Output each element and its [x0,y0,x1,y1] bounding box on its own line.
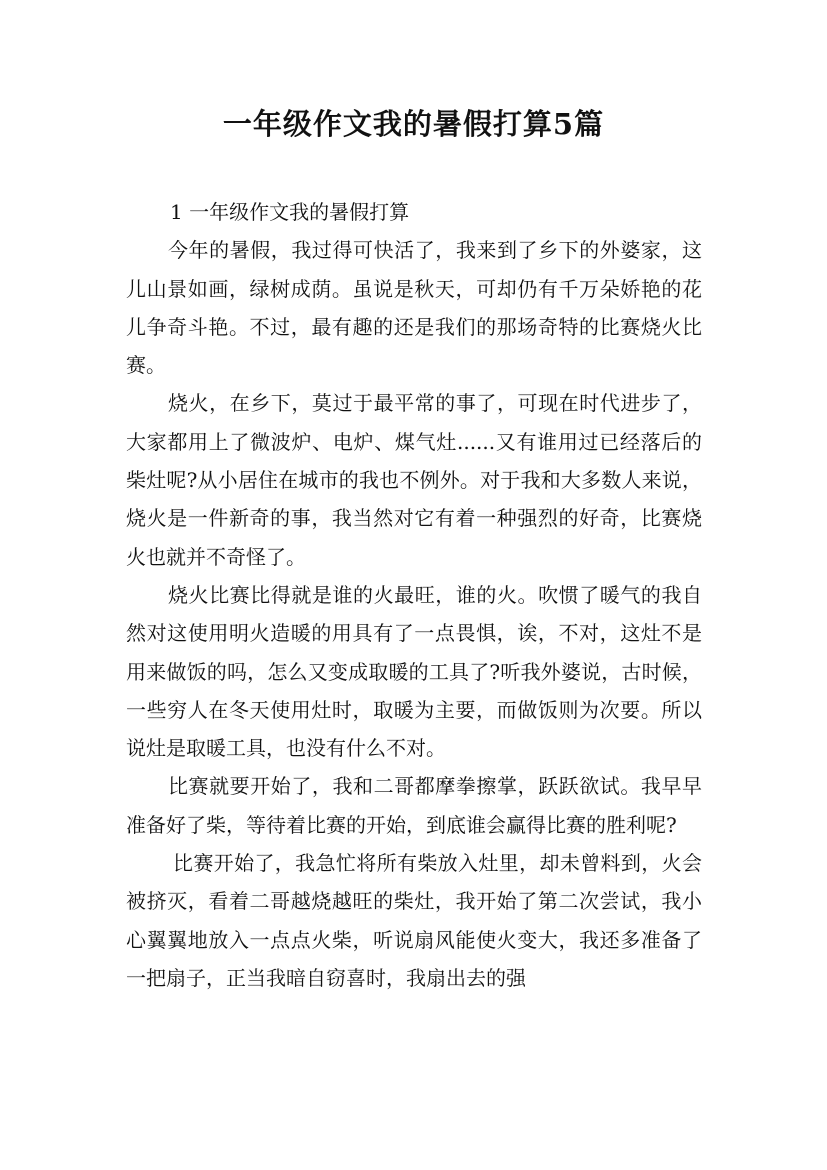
document-body [126,193,702,997]
document-title: 一年级作文我的暑假打算5篇 [222,107,605,141]
paragraph-3: 烧火比赛比得就是谁的火最旺，谁的火。吹惯了暖气的我自然对这使用明火造暖的用具有了一点畏惧，诶，不对，这灶不是用来做饭的吗，怎么又变成取暖的工具了?听我外婆说，古时候，一些穷人在冬天使用灶时，取暖为主要，而做饭则为次要。所以说灶是取暖工具，也没有什么不对。 [126,582,702,761]
paragraph-4: 比赛就要开始了，我和二哥都摩拳擦掌，跃跃欲试。我早早准备好了柴，等待着比赛的开始，到底谁会赢得比赛的胜利呢? [126,774,702,837]
paragraph-1: 今年的暑假，我过得可快活了，我来到了乡下的外婆家，这儿山景如画，绿树成荫。虽说是秋天，可却仍有千万朵娇艳的花儿争奇斗艳。不过，最有趣的还是我们的那场奇特的比赛烧火比赛。 [126,238,702,378]
paragraph-2: 烧火，在乡下，莫过于最平常的事了，可现在时代进步了，大家都用上了微波炉、电炉、煤气灶......又有谁用过已经落后的柴灶呢?从小居住在城市的我也不例外。对于我和大多数人来说，烧火是一件新奇的事，我当然对它有着一种强烈的好奇，比赛烧火也就并不奇怪了。 [126,391,702,569]
section-heading: 1 一年级作文我的暑假打算 [170,200,410,224]
paragraph-5: 比赛开始了，我急忙将所有柴放入灶里，却未曾料到，火会被挤灭，看着二哥越烧越旺的柴灶，我开始了第二次尝试，我小心翼翼地放入一点点火柴，听说扇风能使火变大，我还多准备了一把扇子，正当我暗自窃喜时，我扇出去的强 [126,851,702,990]
